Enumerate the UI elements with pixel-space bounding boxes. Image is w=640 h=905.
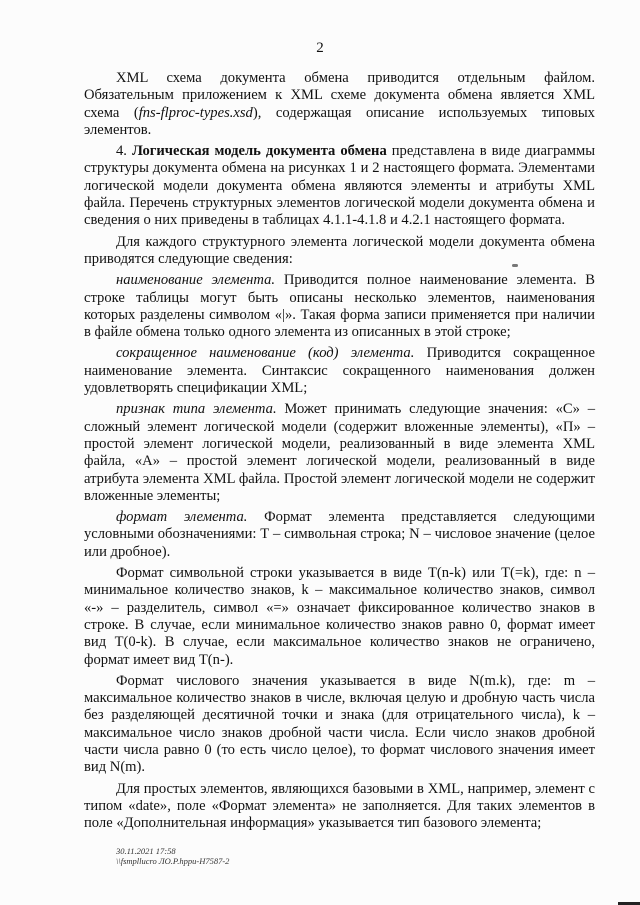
p6-term: признак типа элемента.	[116, 401, 277, 418]
paragraph-element-code	[84, 345, 595, 397]
paragraph-string-format: Формат символьной строки указывается в виде Т(n-k) или Т(=k), где: n – минимальное количество знаков, k – максимальное количество знаков, символ «-» – разделитель, символ «=» означает фиксированное количество знаков в строке. В случае, если минимальное количество знаков равно 0, формат имеет вид Т(0-k). В случае, если максимальное количество знаков не ограничено, формат имеет вид Т(n-).	[84, 565, 595, 668]
p2-text: представлена в виде диаграммы структуры документа обмена на рисунках 1 и 2 настоящего формата. Элементами логической модели документа обмена являются элементы и атрибуты XML файла. Перечень структурных элементов логической модели документа обмена и сведения о них приведены в таблицах 4.1.1-4.1.8 и 4.2.1 настоящего формата.	[84, 143, 595, 229]
p6-text: Может принимать следующие значения: «С» – сложный элемент логической модели (содержит вложенные элементы), «П» – простой элемент логической модели, реализованный в виде элемента XML файла, «А» – простой элемент логической модели, реализованный в виде атрибута элемента XML файла. Простой элемент логической модели не содержит вложенные элементы;	[84, 401, 595, 504]
p2-heading: Логическая модель документа обмена	[131, 143, 387, 160]
p1-filename: fns-flproc-types.xsd	[138, 104, 253, 121]
p1-text-a: XML схема документа обмена приводится отдельным файлом. Обязательным приложением к XML схеме документа обмена является XML схема (	[84, 70, 595, 121]
paragraph-intro: Для каждого структурного элемента логической модели документа обмена приводятся следующие сведения:	[84, 233, 595, 267]
paragraph-number-format: Формат числового значения указывается в виде N(m.k), где: m – максимальное количество знаков в числе, включая целую и дробную часть числа без разделяющей десятичной точки и знака (для отрицательного числа), k – максимальное число знаков дробной части числа. Если число знаков дробной части числа равно 0 (то есть число целое), то формат числового значения имеет вид N(m).	[84, 672, 595, 776]
page-number: 2	[316, 40, 324, 56]
p4-term: наименование элемента.	[116, 272, 276, 289]
p4-text: Приводится полное наименование элемента. В строке таблицы могут быть описаны несколько элементов, наименования которых разделены символом «|». Такая форма записи применяется при наличии в файле обмена только одного элемента из описанных в этой строке;	[84, 272, 595, 341]
p5-term: сокращенное наименование (код) элемента.	[116, 345, 415, 362]
footer-date: 30.11.2021 17:58	[116, 846, 176, 856]
paragraph-element-name	[84, 272, 595, 341]
p2-number: 4.	[116, 143, 132, 160]
scan-mark	[512, 264, 518, 267]
document-body	[84, 70, 595, 836]
footer-stamp	[116, 846, 229, 866]
footer-path: \\fsmpllucro ЛО.Р.hppu-Н7587-2	[116, 856, 230, 866]
p7-text: Формат элемента представляется следующими условными обозначениями: Т – символьная строка; N – числовое значение (целое или дробное).	[84, 509, 595, 560]
paragraph-element-format	[84, 509, 595, 561]
paragraph-base-types: Для простых элементов, являющихся базовыми в XML, например, элемент с типом «date», поле «Формат элемента» не заполняется. Для таких элементов в поле «Дополнительная информация» указывается тип базового элемента;	[84, 780, 595, 832]
paragraph-xml-schema	[84, 70, 595, 139]
p1-text-b: ), содержащая описание используемых типовых элементов.	[84, 104, 595, 138]
paragraph-element-type	[84, 401, 595, 505]
p5-text: Приводится сокращенное наименование элемента. Синтаксис сокращенного наименования должен удовлетворять спецификации XML;	[84, 345, 595, 397]
paragraph-logical-model	[84, 143, 595, 229]
p7-term: формат элемента.	[116, 509, 248, 526]
